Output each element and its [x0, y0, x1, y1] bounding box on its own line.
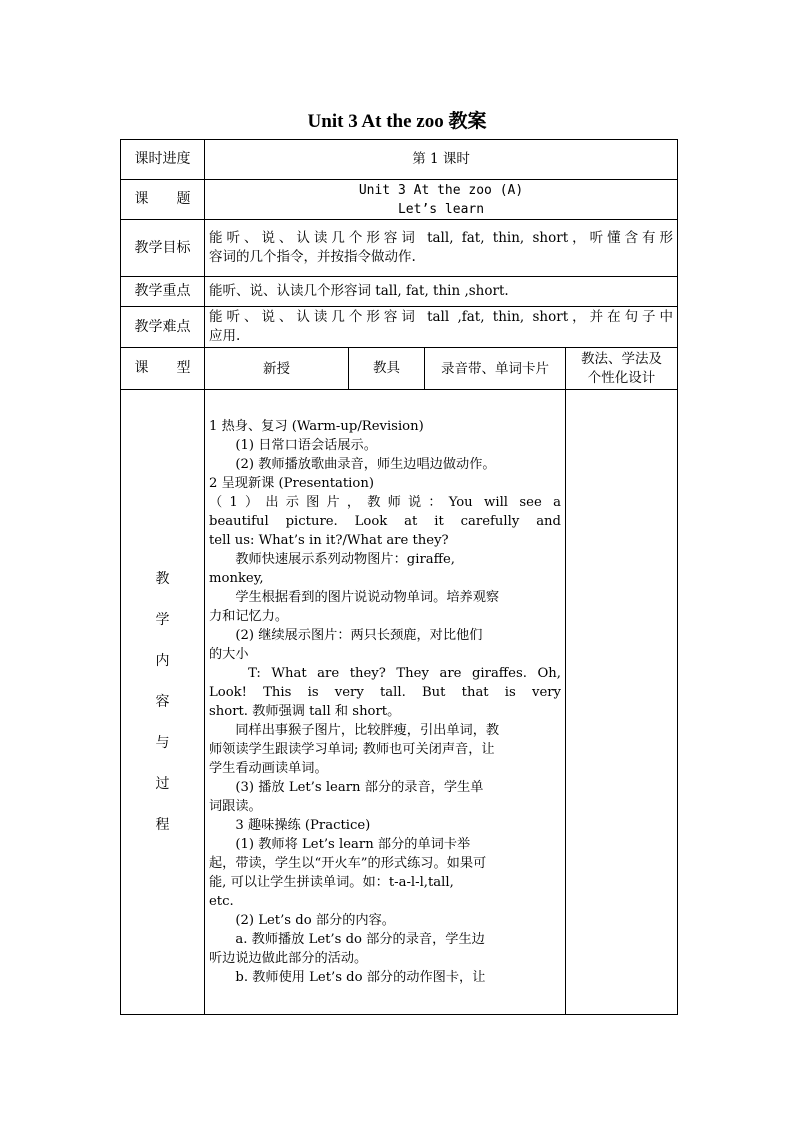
difficulty-line: 能听、说、认读几个形容词 tall ,fat, thin, short，并在句子中	[209, 309, 674, 325]
goal-label: 教学目标	[121, 220, 205, 277]
type-value: 新授	[205, 348, 349, 390]
topic-line: Let’s learn	[397, 201, 485, 217]
process-line: 师领读学生跟读学习单词; 教师也可关闭声音，让	[209, 742, 495, 757]
process-line: 教师快速展示系列动物图片：giraffe,	[209, 552, 456, 567]
process-line: 学生根据看到的图片说说动物单词。培养观察	[209, 590, 500, 605]
row-key	[121, 277, 678, 307]
process-line: 3 趣味操练 (Practice)	[209, 818, 371, 833]
process-line: 力和记忆力。	[209, 609, 289, 624]
process-line: 听边说边做此部分的活动。	[209, 951, 368, 966]
process-line: a. 教师播放 Let’s do 部分的录音，学生边	[209, 932, 485, 947]
progress-value: 第 1 课时	[205, 140, 678, 180]
process-line: 词跟读。	[209, 799, 262, 814]
method-notes	[566, 390, 678, 1015]
process-content	[205, 390, 566, 1015]
process-label-char: 教	[155, 570, 170, 587]
topic-value	[205, 180, 678, 220]
topic-line: Unit 3 At the zoo (A)	[358, 182, 524, 198]
topic-label: 课 题	[121, 180, 205, 220]
process-line: b. 教师使用 Let’s do 部分的动作图卡，让	[209, 970, 486, 985]
type-label: 课 型	[121, 348, 205, 390]
process-line: monkey,	[209, 571, 264, 586]
process-line: Look! This is very tall. But that is very	[209, 685, 561, 700]
difficulty-label: 教学难点	[121, 307, 205, 348]
process-line: (2) 继续展示图片：两只长颈鹿，对比他们	[209, 628, 483, 643]
process-line: etc.	[209, 894, 234, 909]
process-label-char: 容	[155, 693, 170, 710]
row-difficulty	[121, 307, 678, 348]
process-label-char: 程	[155, 816, 170, 833]
method-header-line: 教法、学法及	[581, 350, 663, 367]
process-line: short. 教师强调 tall 和 short。	[209, 704, 401, 719]
process-line: （1）出示图片，教师说：You will see a	[209, 495, 561, 510]
row-type	[121, 348, 678, 390]
row-progress	[121, 140, 678, 180]
process-label	[121, 390, 205, 1015]
difficulty-line: 应用.	[209, 328, 241, 344]
page-title: Unit 3 At the zoo 教案	[307, 111, 487, 132]
key-label: 教学重点	[121, 277, 205, 307]
goal-line: 能听、说、认读几个形容词 tall, fat, thin, short，听懂含有形	[209, 230, 674, 246]
goal-line: 容词的几个指令，并按指令做动作.	[209, 249, 416, 265]
process-label-char: 过	[155, 775, 170, 792]
row-topic	[121, 180, 678, 220]
method-header-line: 个性化设计	[587, 369, 656, 386]
process-line: (3) 播放 Let’s learn 部分的录音，学生单	[209, 780, 484, 795]
process-line: 1 热身、复习 (Warm-up/Revision)	[209, 419, 424, 434]
process-line: 能, 可以让学生拼读单词。如：t-a-l-l,tall,	[209, 875, 454, 890]
process-line: 起，带读，学生以“开火车”的形式练习。如果可	[209, 856, 487, 871]
method-header	[566, 348, 678, 390]
row-goal	[121, 220, 678, 277]
process-line: T: What are they? They are giraffes. Oh,	[209, 666, 561, 681]
difficulty-value	[205, 307, 678, 348]
progress-label: 课时进度	[121, 140, 205, 180]
process-line: (1) 教师将 Let’s learn 部分的单词卡举	[209, 837, 471, 852]
process-vertical-label	[125, 570, 200, 835]
process-line: 同样出事猴子图片，比较胖瘦，引出单词，教	[209, 723, 500, 738]
row-process	[121, 390, 678, 1015]
process-line: beautiful picture. Look at it carefully and	[209, 514, 561, 529]
goal-value	[205, 220, 678, 277]
tools-value: 录音带、单词卡片	[425, 348, 566, 390]
key-value: 能听、说、认读几个形容词 tall, fat, thin ,short.	[205, 277, 678, 307]
process-label-char: 与	[155, 734, 170, 751]
process-line: 学生看动画读单词。	[209, 761, 328, 776]
process-line: (2) 教师播放歌曲录音，师生边唱边做动作。	[209, 457, 496, 472]
process-line: (1) 日常口语会话展示。	[209, 438, 377, 453]
process-line: tell us: What’s in it?/What are they?	[209, 533, 449, 548]
process-label-char: 内	[155, 652, 170, 669]
process-line: 的大小	[209, 647, 249, 662]
process-label-char: 学	[155, 611, 170, 628]
process-line: 2 呈现新课 (Presentation)	[209, 476, 374, 491]
process-line: (2) Let’s do 部分的内容。	[209, 913, 395, 928]
tools-label: 教具	[349, 348, 425, 390]
lesson-plan-table	[120, 139, 678, 1015]
